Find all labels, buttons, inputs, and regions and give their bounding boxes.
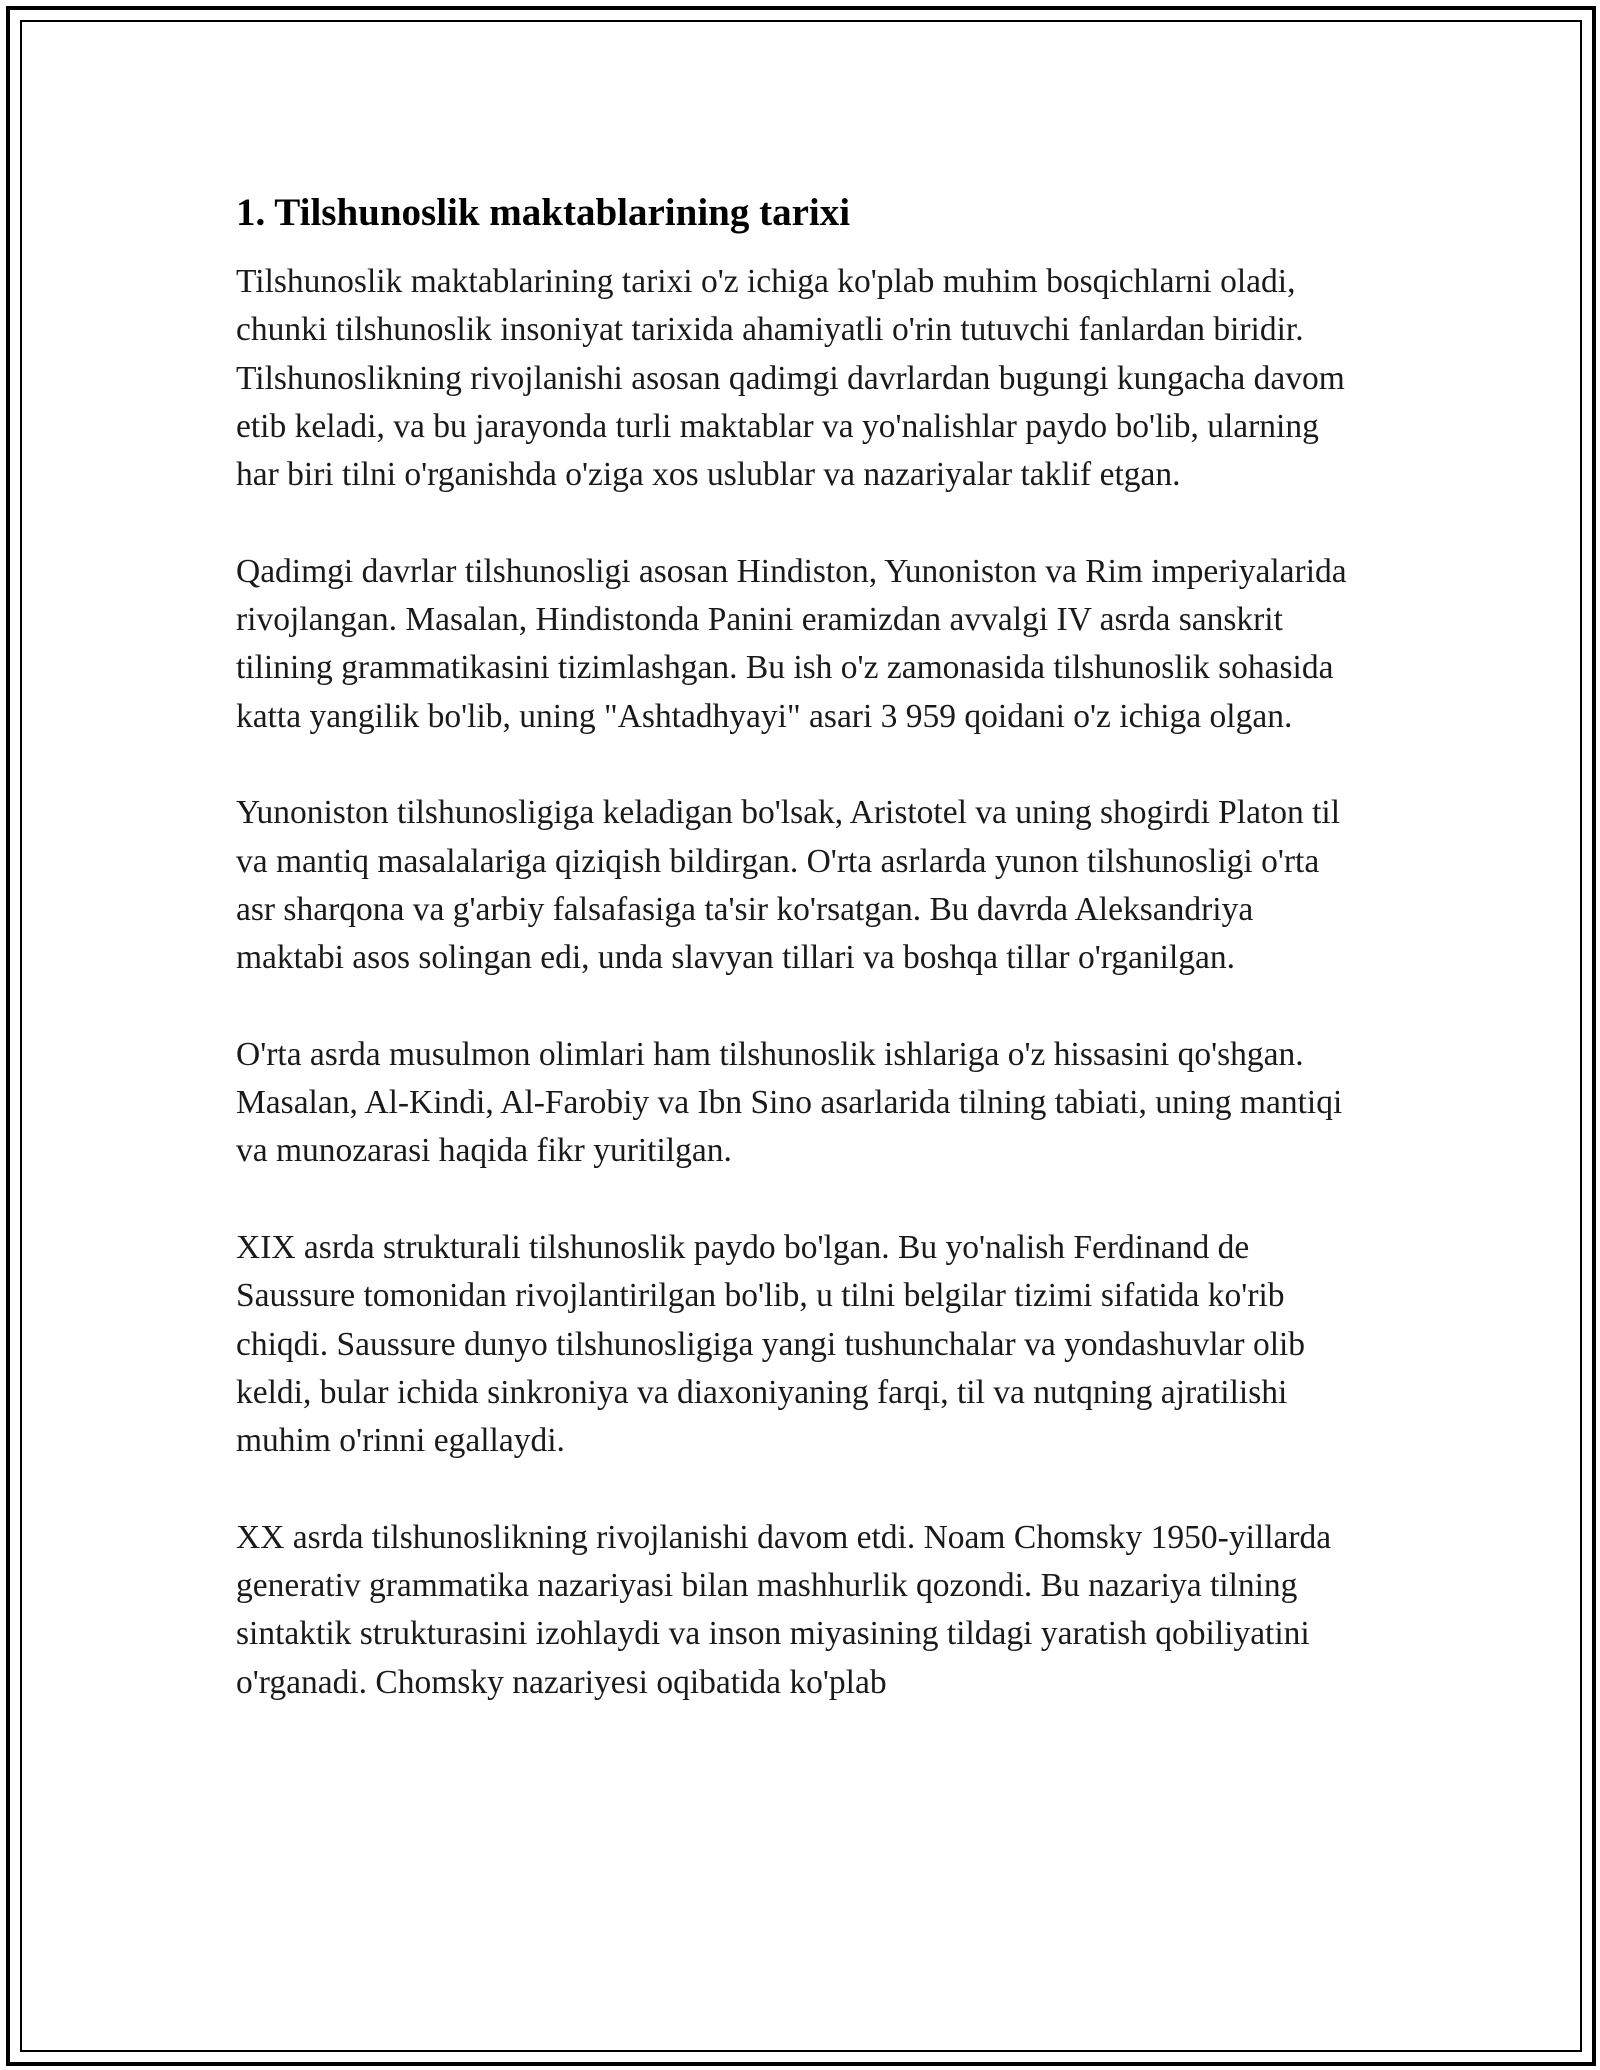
section-heading: 1. Tilshunoslik maktablarining tarixi — [236, 191, 851, 234]
paragraph-ancient-period: Qadimgi davrlar tilshunosligi asosan Hindiston, Yunoniston va Rim imperiyalarida rivojlangan. Masalan, Hindistonda Panini eramizdan avvalgi IV asrda sanskrit tilining grammatikasini tizimlashgan. Bu ish o'z zamonasida tilshunoslik sohasida katta yangilik bo'lib, uning "Ashtadhyayi" asari 3 959 qoidani o'z ichiga olgan. — [236, 552, 1347, 735]
document-body — [236, 188, 1366, 1755]
paragraph-greek-linguistics: Yunoniston tilshunosligiga keladigan bo'lsak, Aristotel va uning shogirdi Platon til va mantiq masalalariga qiziqish bildirgan. O'rta asrlarda yunon tilshunosligi o'rta asr sharqona va g'arbiy falsafasiga ta'sir ko'rsatgan. Bu davrda Aleksandriya maktabi asos solingan edi, unda slavyan tillari va boshqa tillar o'rganilgan. — [236, 794, 1341, 977]
paragraph-intro: Tilshunoslik maktablarining tarixi o'z ichiga ko'plab muhim bosqichlarni oladi, chunki tilshunoslik insoniyat tarixida ahamiyatli o'rin tutuvchi fanlardan biridir. Tilshunoslikning rivojlanishi asosan qadimgi davrlardan bugungi kungacha davom etib keladi, va bu jarayonda turli maktablar va yo'nalishlar paydo bo'lib, ularning har biri tilni o'rganishda o'ziga xos uslublar va nazariyalar taklif etgan. — [236, 263, 1345, 494]
paragraph-muslim-scholars: O'rta asrda musulmon olimlari ham tilshunoslik ishlariga o'z hissasini qo'shgan. Masalan, Al-Kindi, Al-Farobiy va Ibn Sino asarlarida tilning tabiati, uning mantiqi va munozarasi haqida fikr yuritilgan. — [236, 1035, 1343, 1170]
paragraph-structural-linguistics: XIX asrda strukturali tilshunoslik paydo bo'lgan. Bu yo'nalish Ferdinand de Saussure tomonidan rivojlantirilgan bo'lib, u tilni belgilar tizimi sifatida ko'rib chiqdi. Saussure dunyo tilshunosligiga yangi tushunchalar va yondashuvlar olib keldi, bular ichida sinkroniya va diaxoniyaning farqi, til va nutqning ajratilishi muhim o'rinni egallaydi. — [236, 1228, 1306, 1460]
paragraph-twentieth-century: XX asrda tilshunoslikning rivojlanishi davom etdi. Noam Chomsky 1950-yillarda generativ grammatika nazariyasi bilan mashhurlik qozondi. Bu nazariya tilning sintaktik strukturasini izohlaydi va inson miyasining tildagi yaratish qobiliyatini o'rganadi. Chomsky nazariyesi oqibatida ko'plab — [236, 1518, 1332, 1701]
